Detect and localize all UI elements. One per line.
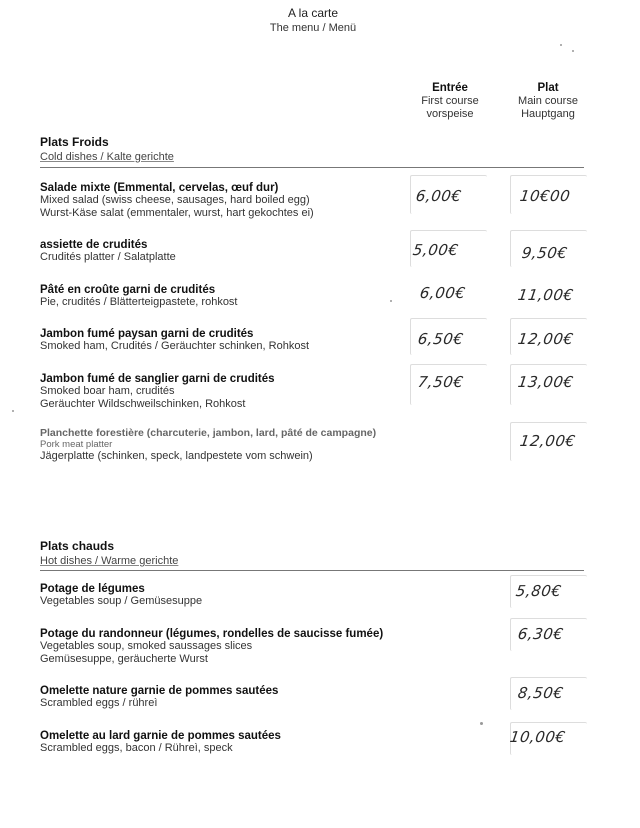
price-plat: 8,50€ [516, 684, 565, 702]
column-entree-sub2: vorspeise [426, 108, 474, 120]
item-description: Scrambled eggs / rühreì [40, 697, 158, 709]
section-divider [40, 167, 584, 168]
price-plat: 13,00€ [516, 373, 575, 391]
column-header-entree [405, 82, 495, 121]
item-title: Omelette nature garnie de pommes sautées [40, 685, 279, 697]
item-title: assiette de crudités [40, 239, 148, 251]
price-plat: 12,00€ [516, 330, 575, 348]
price-plat: 5,80€ [514, 582, 563, 600]
price-plat: 10,00€ [508, 728, 567, 746]
list-item [40, 583, 202, 608]
column-plat-sub1: Main course [518, 95, 578, 107]
price-plat: 12,00€ [518, 432, 577, 450]
section-divider [40, 570, 584, 571]
item-description: Crudités platter / Salatplatte [40, 251, 176, 263]
item-description: Pork meat platter [40, 439, 113, 450]
item-description: Mixed salad (swiss cheese, sausages, hard boiled egg) [40, 194, 310, 206]
item-description: Geräuchter Wildschweilschinken, Rohkost [40, 398, 246, 410]
item-description: Smoked ham, Crudités / Geräuchter schinken, Rohkost [40, 340, 310, 352]
price-plat: 11,00€ [516, 286, 575, 304]
item-description: Gemüsesuppe, geräucherte Wurst [40, 653, 208, 665]
list-item [40, 628, 383, 666]
section-subtitle-cold: Cold dishes / Kalte gerichte [40, 151, 174, 163]
price-entree: 6,50€ [416, 330, 465, 348]
price-entree: 5,00€ [411, 241, 460, 259]
price-plat: 6,30€ [516, 625, 565, 643]
list-item [40, 373, 275, 411]
section-title-cold: Plats Froids [40, 135, 109, 149]
scan-speck [560, 44, 562, 46]
column-entree-label: Entrée [432, 82, 468, 94]
page-subtitle: The menu / Menü [269, 22, 357, 34]
price-plat: 9,50€ [520, 244, 569, 262]
price-entree: 6,00€ [414, 187, 463, 205]
column-header-plat [500, 82, 596, 121]
column-plat-sub2: Hauptgang [521, 108, 575, 120]
item-title: Pâté en croûte garni de crudités [40, 284, 216, 296]
scan-speck [572, 50, 574, 52]
item-title: Omelette au lard garnie de pommes sautées [40, 730, 281, 742]
item-title: Potage de légumes [40, 583, 145, 595]
section-subtitle-hot: Hot dishes / Warme gerichte [40, 555, 179, 567]
item-description: Smoked boar ham, crudités [40, 385, 175, 397]
item-description: Scrambled eggs, bacon / Rühreì, speck [40, 742, 233, 754]
scan-speck [390, 300, 392, 302]
price-plat: 10€00 [518, 187, 572, 205]
section-title-hot: Plats chauds [40, 539, 115, 553]
item-title: Potage du randonneur (légumes, rondelles de saucisse fumée) [40, 628, 384, 640]
list-item [40, 427, 376, 463]
list-item [40, 182, 314, 220]
page-title: A la carte [287, 6, 339, 20]
item-description: Vegetables soup, smoked saussages slices [40, 640, 253, 652]
list-item [40, 328, 309, 353]
item-description: Wurst-Käse salat (emmentaler, wurst, hart gekochtes ei) [40, 207, 314, 219]
scan-speck [480, 722, 483, 725]
list-item [40, 730, 281, 755]
item-title: Jambon fumé paysan garni de crudités [40, 328, 254, 340]
item-description: Jägerplatte (schinken, speck, landpestete vom schwein) [40, 450, 313, 462]
price-entree: 6,00€ [418, 284, 467, 302]
item-title: Salade mixte (Emmental, cervelas, œuf dur) [40, 182, 279, 194]
column-plat-label: Plat [537, 82, 559, 94]
item-description: Vegetables soup / Gemüsesuppe [40, 595, 203, 607]
item-title: Planchette forestière (charcuterie, jambon, lard, pâté de campagne) [40, 427, 377, 439]
list-item [40, 685, 278, 710]
price-entree: 7,50€ [416, 373, 465, 391]
column-entree-sub1: First course [421, 95, 479, 107]
item-description: Pie, crudités / Blätterteigpastete, rohkost [40, 296, 238, 308]
list-item [40, 284, 238, 309]
item-title: Jambon fumé de sanglier garni de crudités [40, 373, 275, 385]
list-item [40, 239, 176, 264]
scan-speck [12, 410, 14, 412]
